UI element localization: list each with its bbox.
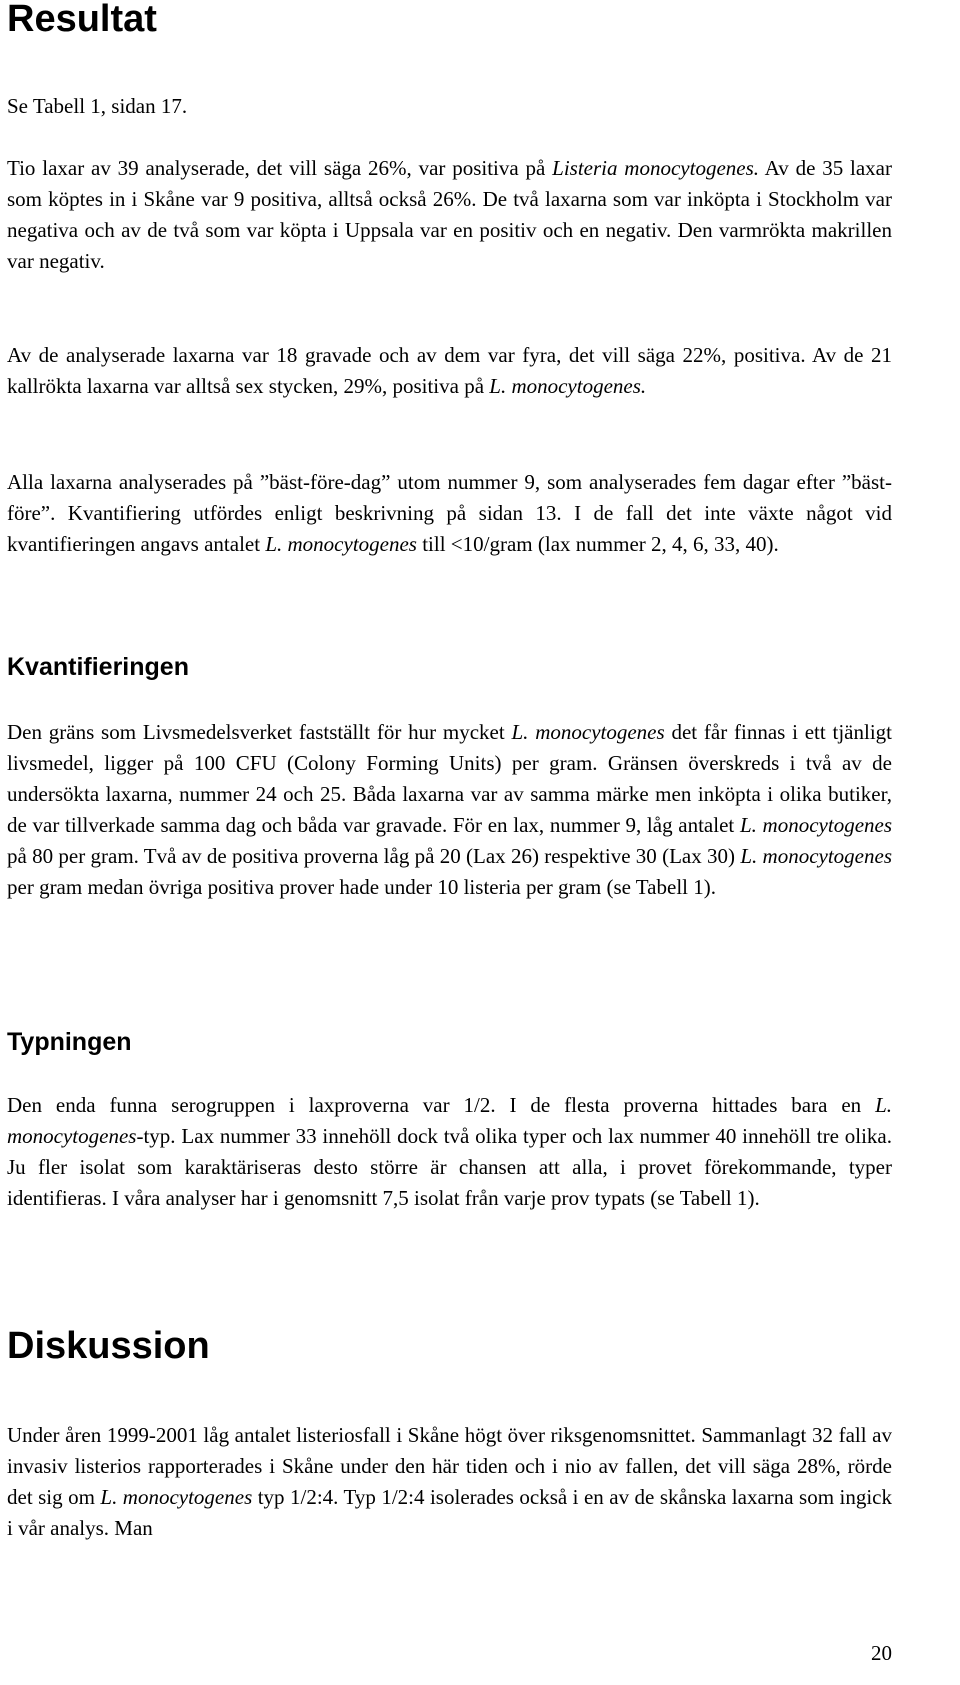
text-segment: Den gräns som Livsmedelsverket fastställt för hur mycket xyxy=(7,720,512,744)
species-name: L. monocytogenes xyxy=(100,1485,253,1509)
text-segment: typ 1/2:4. Typ 1/2:4 isolerades också i en av de skånska laxarna som ingick i vår analys. Man xyxy=(7,1485,892,1540)
text-segment: Tio laxar av 39 analyserade, det vill säga 26%, var positiva på xyxy=(7,156,553,180)
text-segment: det får finnas i ett tjänligt livsmedel, ligger på 100 CFU (Colony Forming Units) per gram. Gränsen överskreds i två av de undersökta laxarna, nummer 24 och 25. Båda laxarna var av samma märke men inköpta i olika butiker, de var tillverkade samma dag och båda var gravade. För en lax, nummer 9, låg antalet xyxy=(7,720,892,837)
paragraph-se-tabell: Se Tabell 1, sidan 17. xyxy=(7,94,188,118)
paragraph-analyserade-laxarna xyxy=(7,340,892,402)
text-segment: Alla laxarna analyserades på ”bäst-före-dag” utom nummer 9, som analyserades fem dagar efter ”bäst-före”. Kvantifiering utfördes enligt beskrivning på sidan 13. I de fall det inte växte något vid kvantifieringen angavs antalet xyxy=(7,470,892,556)
text-segment: till <10/gram (lax nummer 2, 4, 6, 33, 40). xyxy=(416,532,779,556)
text-segment: -typ. Lax nummer 33 innehöll dock två olika typer och lax nummer 40 innehöll tre olika. Ju fler isolat som karaktäriseras desto större är chansen att alla, i provet förekommande, typer identifieras. I våra analyser har i genomsnitt 7,5 isolat från varje prov typats (se Tabell 1). xyxy=(7,1124,892,1210)
page-number: 20 xyxy=(871,1641,892,1665)
text-segment: Den enda funna serogruppen i laxproverna var 1/2. I de flesta proverna hittades bara en xyxy=(7,1093,876,1117)
heading-diskussion: Diskussion xyxy=(7,1325,210,1367)
paragraph-typningen xyxy=(7,1090,892,1214)
species-name: L. monocytogenes xyxy=(7,1093,892,1148)
text-segment: Av de analyserade laxarna var 18 gravade och av dem var fyra, det vill säga 22%, positiva. Av de 21 kallrökta laxarna var alltså sex stycken, 29%, positiva på xyxy=(7,343,892,398)
heading-kvantifieringen: Kvantifieringen xyxy=(7,653,189,681)
species-name: L. monocytogenes. xyxy=(489,374,647,398)
paragraph-tio-laxar xyxy=(7,153,892,277)
species-name: L. monocytogenes xyxy=(511,720,665,744)
heading-resultat: Resultat xyxy=(7,0,157,40)
species-name: L. monocytogenes xyxy=(265,532,417,556)
species-name: L. monocytogenes xyxy=(740,844,892,868)
paragraph-diskussion xyxy=(7,1420,892,1544)
heading-typningen: Typningen xyxy=(7,1028,132,1056)
species-name: L. monocytogenes xyxy=(739,813,893,837)
paragraph-alla-laxarna xyxy=(7,467,892,560)
text-segment: per gram medan övriga positiva prover hade under 10 listeria per gram (se Tabell 1). xyxy=(7,875,716,899)
text-segment: Av de 35 laxar som köptes in i Skåne var 9 positiva, alltså också 26%. De två laxarna som var inköpta i Stockholm var negativa och av de två som var köpta i Uppsala var en positiv och en negativ. Den varmrökta makrillen var negativ. xyxy=(7,156,892,273)
text-segment: Under åren 1999-2001 låg antalet listeriosfall i Skåne högt över riksgenomsnittet. Sammanlagt 32 fall av invasiv listerios rapporterades i Skåne under den här tiden och i nio av fallen, det vill säga 28%, rörde det sig om xyxy=(7,1423,892,1509)
text-segment: på 80 per gram. Två av de positiva proverna låg på 20 (Lax 26) respektive 30 (Lax 30) xyxy=(7,844,741,868)
species-name: Listeria monocytogenes. xyxy=(552,156,760,180)
paragraph-kvantifieringen xyxy=(7,717,892,903)
